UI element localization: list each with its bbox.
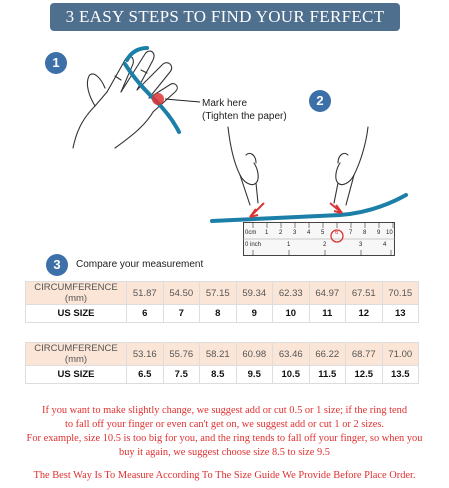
table-cell: 8.5: [200, 366, 237, 384]
table-cell: 57.15: [200, 282, 237, 305]
ruler-cm-number: 2: [279, 230, 283, 236]
table-cell: 55.76: [163, 343, 200, 366]
size-table-whole: [25, 281, 419, 323]
table-cell: 7: [163, 305, 200, 323]
compare-measurement-label: Compare your measurement: [76, 259, 204, 270]
tighten-paper-label: (Tighten the paper): [202, 111, 287, 122]
table-cell: 66.22: [309, 343, 346, 366]
hand-wrapping-paper-illustration: [55, 40, 215, 150]
table-cell: 6: [127, 305, 164, 323]
ruler-inch-label: 0 inch: [245, 242, 262, 248]
us-size-label: US SIZE: [26, 366, 127, 384]
table-cell: 59.34: [236, 282, 273, 305]
ruler-cm-number: 9: [377, 230, 381, 236]
table-cell: 54.50: [163, 282, 200, 305]
table-cell: 53.16: [127, 343, 164, 366]
circumference-label: CIRCUMFERENCE (mm): [26, 282, 127, 305]
table-cell: 12.5: [346, 366, 383, 384]
table-cell: 58.21: [200, 343, 237, 366]
table-row: [26, 282, 419, 305]
ruler-inch-number: 1: [287, 242, 291, 248]
us-size-label: US SIZE: [26, 305, 127, 323]
table-cell: 71.00: [382, 343, 419, 366]
ruler-cm-number: 5: [321, 230, 325, 236]
banner-title: 3 EASY STEPS TO FIND YOUR FERFECT SIZE: [65, 7, 385, 46]
footer-note-line: to fall off your finger or even can't get on, we suggest add or cut 1 or 2 sizes.: [64, 419, 385, 430]
ruler-cm-number: 10: [386, 230, 393, 236]
table-cell: 10.5: [273, 366, 310, 384]
table-cell: 11.5: [309, 366, 346, 384]
table-cell: 13: [382, 305, 419, 323]
ruler-cm-number: 8: [363, 230, 367, 236]
ruler-labels: [243, 222, 395, 256]
ruler-cm-number: 6: [335, 230, 339, 236]
table-cell: 8: [200, 305, 237, 323]
footer-note-line: If you want to make slightly change, we suggest add or cut 0.5 or 1 size; if the ring tend: [41, 405, 408, 416]
hands-on-ruler-illustration: [210, 125, 410, 225]
footer-note-line: For example, size 10.5 is too big for you, and the ring tends to fall off your finger, so when you: [26, 433, 423, 444]
table-cell: 7.5: [163, 366, 200, 384]
step-2-badge: 2: [309, 90, 331, 112]
table-cell: 13.5: [382, 366, 419, 384]
step-3-badge: 3: [46, 254, 68, 276]
table-cell: 68.77: [346, 343, 383, 366]
best-way-note: The Best Way Is To Measure According To The Size Guide We Provide Before Place Order.: [33, 470, 416, 481]
table-cell: 11: [309, 305, 346, 323]
table-cell: 6.5: [127, 366, 164, 384]
table-row: [26, 305, 419, 323]
ruler-cm-number: 7: [349, 230, 353, 236]
table-cell: 10: [273, 305, 310, 323]
table-row: [26, 366, 419, 384]
table-cell: 51.87: [127, 282, 164, 305]
ruler-cm-number: 3: [293, 230, 297, 236]
size-table-half: [25, 342, 419, 384]
table-cell: 70.15: [382, 282, 419, 305]
title-banner: [50, 3, 400, 46]
footer-note-line: buy it again, we suggest choose size 8.5 to size 9.5: [119, 447, 330, 458]
ruler-cm-number: 4: [307, 230, 311, 236]
table-cell: 12: [346, 305, 383, 323]
ruler-inch-number: 4: [383, 242, 387, 248]
table-cell: 64.97: [309, 282, 346, 305]
table-cell: 63.46: [273, 343, 310, 366]
ruler-inch-number: 2: [323, 242, 327, 248]
circumference-label: CIRCUMFERENCE (mm): [26, 343, 127, 366]
step-1-badge: 1: [45, 52, 67, 74]
ruler-inch-number: 3: [359, 242, 363, 248]
table-cell: 62.33: [273, 282, 310, 305]
table-cell: 67.51: [346, 282, 383, 305]
table-cell: 9: [236, 305, 273, 323]
table-row: [26, 343, 419, 366]
ruler-cm-label: 0cm: [245, 230, 257, 236]
mark-here-label: Mark here: [202, 98, 248, 109]
table-cell: 9.5: [236, 366, 273, 384]
table-cell: 60.98: [236, 343, 273, 366]
ruler-cm-number: 1: [265, 230, 269, 236]
